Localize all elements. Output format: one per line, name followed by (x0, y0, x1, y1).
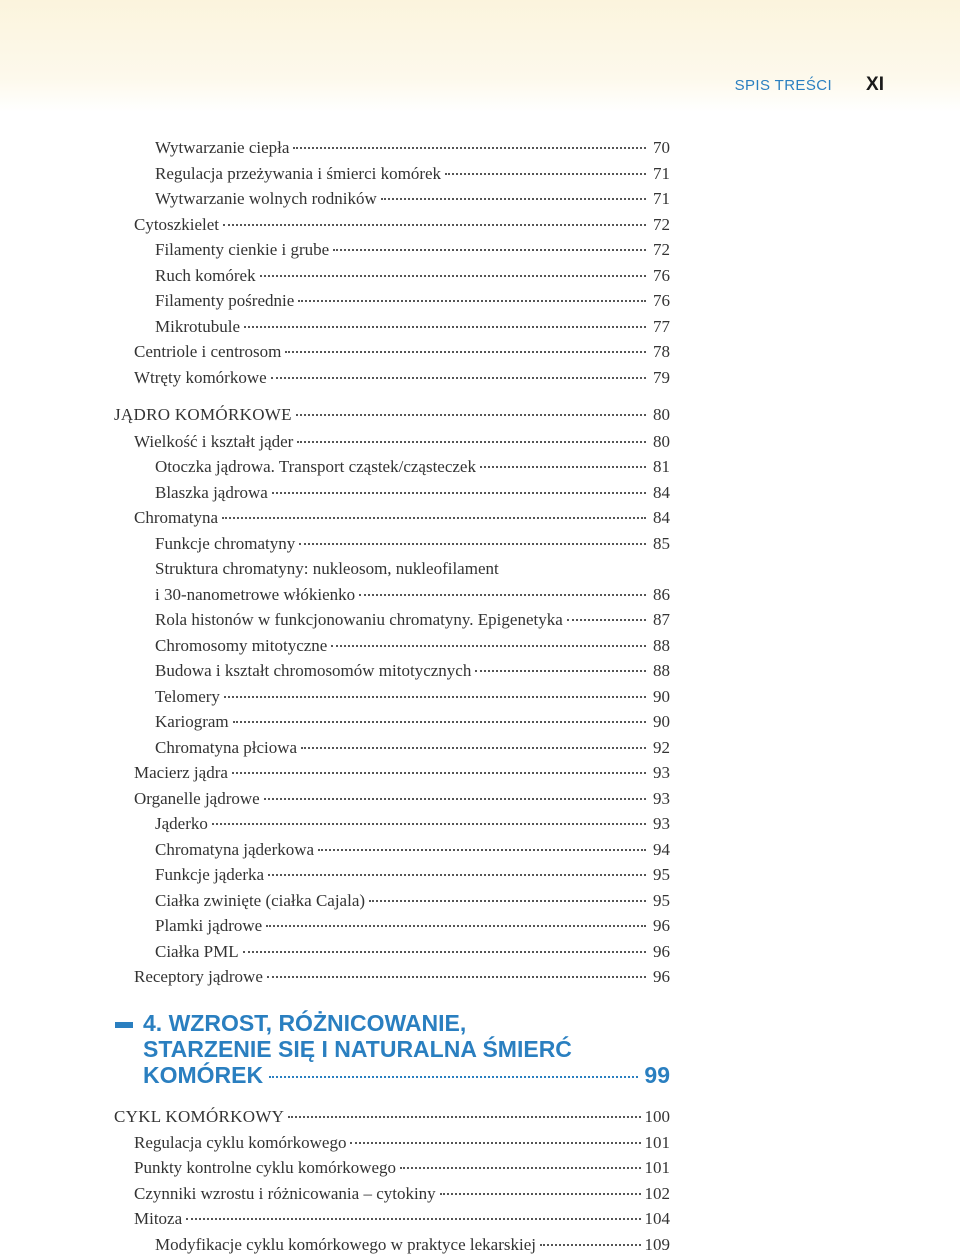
toc-entry-page: 100 (644, 1107, 670, 1126)
toc-entry-page: 86 (653, 584, 670, 604)
chapter-title-line-2: STARZENIE SIĘ I NATURALNA ŚMIERĆ (143, 1036, 572, 1062)
toc-entry[interactable] (155, 812, 670, 836)
dot-leader (540, 1244, 641, 1246)
section-title: SPIS TREŚCI (734, 77, 833, 94)
toc-entry[interactable] (134, 340, 670, 364)
toc-entry[interactable] (155, 634, 670, 658)
toc-entry[interactable] (134, 1182, 670, 1206)
toc-entry-page: 95 (653, 890, 670, 910)
toc-entry-title: Budowa i kształt chromosomów mitotycznych (155, 661, 472, 680)
toc-entry[interactable] (155, 710, 670, 734)
toc-entry-title: Funkcje chromatyny (155, 533, 296, 553)
toc-entry[interactable] (155, 838, 670, 862)
toc-entry-page: 77 (653, 316, 670, 336)
toc-entry-title: Regulacja cyklu komórkowego (134, 1132, 347, 1152)
toc-entry-page: 104 (644, 1209, 670, 1229)
toc-entry-title: Jąderko (155, 814, 208, 833)
toc-entry-page: 96 (653, 967, 670, 986)
toc-entry-title: Filamenty cienkie i grube (155, 240, 330, 259)
dot-leader (264, 798, 646, 800)
toc-entry-title: Struktura chromatyny: nukleosom, nukleofilament (155, 559, 499, 578)
toc-entry[interactable] (155, 889, 670, 913)
toc-entry-title: Funkcje jąderka (155, 865, 265, 884)
toc-entry[interactable] (155, 736, 670, 760)
toc-entry-page: 94 (653, 839, 670, 859)
toc-entry-page: 93 (653, 788, 670, 808)
dot-leader (301, 747, 646, 749)
toc-entry-page: 96 (653, 941, 670, 961)
toc-entry-title: JĄDRO KOMÓRKOWE (114, 404, 292, 424)
toc-entry-title: Blaszka jądrowa (155, 482, 268, 502)
dot-leader (440, 1193, 641, 1195)
toc-entry-page: 71 (653, 189, 670, 208)
dot-leader (381, 198, 646, 200)
toc-entry-title: Punkty kontrolne cyklu komórkowego (134, 1158, 397, 1178)
running-head (735, 74, 884, 96)
dot-leader (318, 849, 646, 851)
dot-leader (232, 772, 646, 774)
chapter-title-text: KOMÓREK (143, 1062, 264, 1088)
toc-entry-page: 101 (644, 1158, 670, 1178)
toc-entry-page: 80 (653, 404, 670, 424)
toc-entry-page: 96 (653, 916, 670, 935)
toc-entry-page: 90 (653, 712, 670, 731)
dot-leader (293, 147, 646, 149)
dot-leader (333, 249, 646, 251)
toc-entry[interactable] (155, 1233, 670, 1257)
toc-entry[interactable] (155, 532, 670, 556)
dot-leader (445, 173, 646, 175)
toc-entry-title: Chromatyna płciowa (155, 737, 298, 757)
dot-leader (331, 645, 646, 647)
toc-entry-page: 81 (653, 457, 670, 476)
toc-entry-title: Rola histonów w funkcjonowaniu chromatyny. Epigenetyka (155, 610, 563, 629)
dot-leader (212, 823, 646, 825)
dot-leader (222, 517, 646, 519)
toc-entry[interactable] (134, 787, 670, 811)
toc-entry-title: Otoczka jądrowa. Transport cząstek/cząsteczek (155, 457, 476, 476)
toc-entry-page: 93 (653, 814, 670, 833)
dot-leader (369, 900, 646, 902)
toc-entry-title: Macierz jądra (134, 763, 228, 782)
toc-entry[interactable] (155, 608, 670, 632)
toc-entry[interactable] (155, 289, 670, 313)
toc-entry-title: Centriole i centrosom (134, 342, 282, 361)
toc-entry[interactable] (134, 1207, 670, 1231)
toc-entry-title: Chromatyna jąderkowa (155, 839, 315, 859)
toc-entry[interactable] (114, 1105, 670, 1129)
dot-leader (260, 275, 646, 277)
toc-entry[interactable] (134, 761, 670, 785)
toc-entry-title: Modyfikacje cyklu komórkowego w praktyce lekarskiej (155, 1235, 536, 1254)
toc-entry-title: CYKL KOMÓRKOWY (114, 1107, 285, 1126)
toc-entry-title: Ciałka PML (155, 941, 239, 961)
dot-leader (269, 1076, 638, 1078)
dot-leader (359, 594, 646, 596)
dot-leader (297, 441, 646, 443)
toc-entry[interactable] (155, 162, 670, 186)
chapter-title-line-3 (143, 1062, 670, 1088)
toc-entry-page: 88 (653, 635, 670, 655)
chapter-dash-icon (115, 1022, 133, 1028)
toc-entry-page: 84 (653, 508, 670, 527)
toc-entry[interactable] (134, 430, 670, 454)
dot-leader (266, 925, 646, 927)
toc-entry-page: 93 (653, 763, 670, 782)
toc-entry[interactable] (134, 1131, 670, 1155)
dot-leader (350, 1142, 640, 1144)
toc-entry-page: 72 (653, 240, 670, 259)
dot-leader (233, 721, 646, 723)
toc-entry-page: 76 (653, 291, 670, 310)
toc-entry[interactable] (134, 1156, 670, 1180)
toc-entry-title: Chromatyna (134, 508, 219, 527)
toc-entry[interactable] (155, 557, 499, 581)
toc-entry[interactable] (134, 965, 670, 989)
toc-entry-page: 80 (653, 431, 670, 451)
toc-entry-page: 101 (644, 1132, 670, 1152)
dot-leader (298, 300, 646, 302)
dot-leader (244, 326, 646, 328)
toc-entry-title: Ruch komórek (155, 265, 256, 285)
toc-entry[interactable] (155, 685, 670, 709)
toc-entry-page: 85 (653, 533, 670, 553)
toc-entry[interactable] (155, 136, 670, 160)
toc-entry-page: 87 (653, 610, 670, 629)
toc-entry-page: 70 (653, 138, 670, 157)
dot-leader (272, 492, 646, 494)
toc-entry-title: Organelle jądrowe (134, 788, 260, 808)
toc-entry[interactable] (134, 506, 670, 530)
toc-entry-title: Ciałka zwinięte (ciałka Cajala) (155, 890, 366, 910)
dot-leader (267, 976, 646, 978)
dot-leader (285, 351, 646, 353)
dot-leader (299, 543, 646, 545)
toc-entry[interactable] (155, 315, 670, 339)
toc-entry-title: Wytwarzanie wolnych rodników (155, 189, 377, 208)
dot-leader (223, 224, 646, 226)
toc-entry-title: Czynniki wzrostu i różnicowania – cytokiny (134, 1183, 436, 1203)
toc-entry-page: 92 (653, 737, 670, 757)
dot-leader (268, 874, 646, 876)
toc-entry[interactable] (114, 403, 670, 427)
dot-leader (475, 670, 646, 672)
toc-entry-page: 84 (653, 482, 670, 502)
toc-entry-page: 90 (653, 686, 670, 706)
toc-entry-title: Filamenty pośrednie (155, 291, 295, 310)
toc-entry[interactable] (155, 659, 670, 683)
toc-entry-title: Receptory jądrowe (134, 967, 263, 986)
chapter-title-line-1: 4. WZROST, RÓŻNICOWANIE, (143, 1010, 467, 1036)
dot-leader (271, 377, 646, 379)
toc-entry-title: Chromosomy mitotyczne (155, 635, 328, 655)
toc-entry[interactable] (155, 914, 670, 938)
toc-entry-page: 76 (653, 265, 670, 285)
toc-entry-page: 72 (653, 214, 670, 234)
toc-entry-page: 71 (653, 163, 670, 183)
toc-entry-title: Mikrotubule (155, 316, 240, 336)
toc-entry-title: Telomery (155, 686, 220, 706)
toc-entry[interactable] (155, 583, 670, 607)
toc-entry[interactable] (155, 863, 670, 887)
toc-entry-title: Wtręty komórkowe (134, 367, 267, 387)
toc-entry-title: i 30-nanometrowe włókienko (155, 584, 356, 604)
toc-entry-title: Plamki jądrowe (155, 916, 263, 935)
toc-entry[interactable] (134, 366, 670, 390)
toc-entry-page: 109 (644, 1235, 670, 1254)
toc-entry-title: Kariogram (155, 712, 229, 731)
dot-leader (288, 1116, 640, 1118)
dot-leader (296, 414, 646, 416)
dot-leader (567, 619, 646, 621)
toc-entry[interactable] (155, 238, 670, 262)
toc-entry[interactable] (155, 940, 670, 964)
toc-entry-page: 79 (653, 367, 670, 387)
dot-leader (224, 696, 646, 698)
chapter-page-number: 99 (644, 1062, 670, 1088)
toc-entry[interactable] (134, 213, 670, 237)
toc-entry-title: Wytwarzanie ciepła (155, 138, 290, 157)
toc-entry-title: Cytoszkielet (134, 214, 219, 234)
dot-leader (400, 1167, 640, 1169)
dot-leader (480, 466, 646, 468)
toc-entry-title: Mitoza (134, 1209, 183, 1229)
toc-entry[interactable] (155, 264, 670, 288)
toc-entry-title: Wielkość i kształt jąder (134, 431, 294, 451)
toc-entry-page: 88 (653, 661, 670, 680)
toc-entry[interactable] (155, 187, 670, 211)
toc-entry-page: 95 (653, 865, 670, 884)
dot-leader (186, 1218, 640, 1220)
toc-entry-page: 78 (653, 342, 670, 361)
toc-entry-page: 102 (644, 1183, 670, 1203)
dot-leader (243, 951, 646, 953)
toc-entry-title: Regulacja przeżywania i śmierci komórek (155, 163, 442, 183)
toc-entry[interactable] (155, 481, 670, 505)
page-number: XI (866, 74, 884, 95)
toc-entry[interactable] (155, 455, 670, 479)
